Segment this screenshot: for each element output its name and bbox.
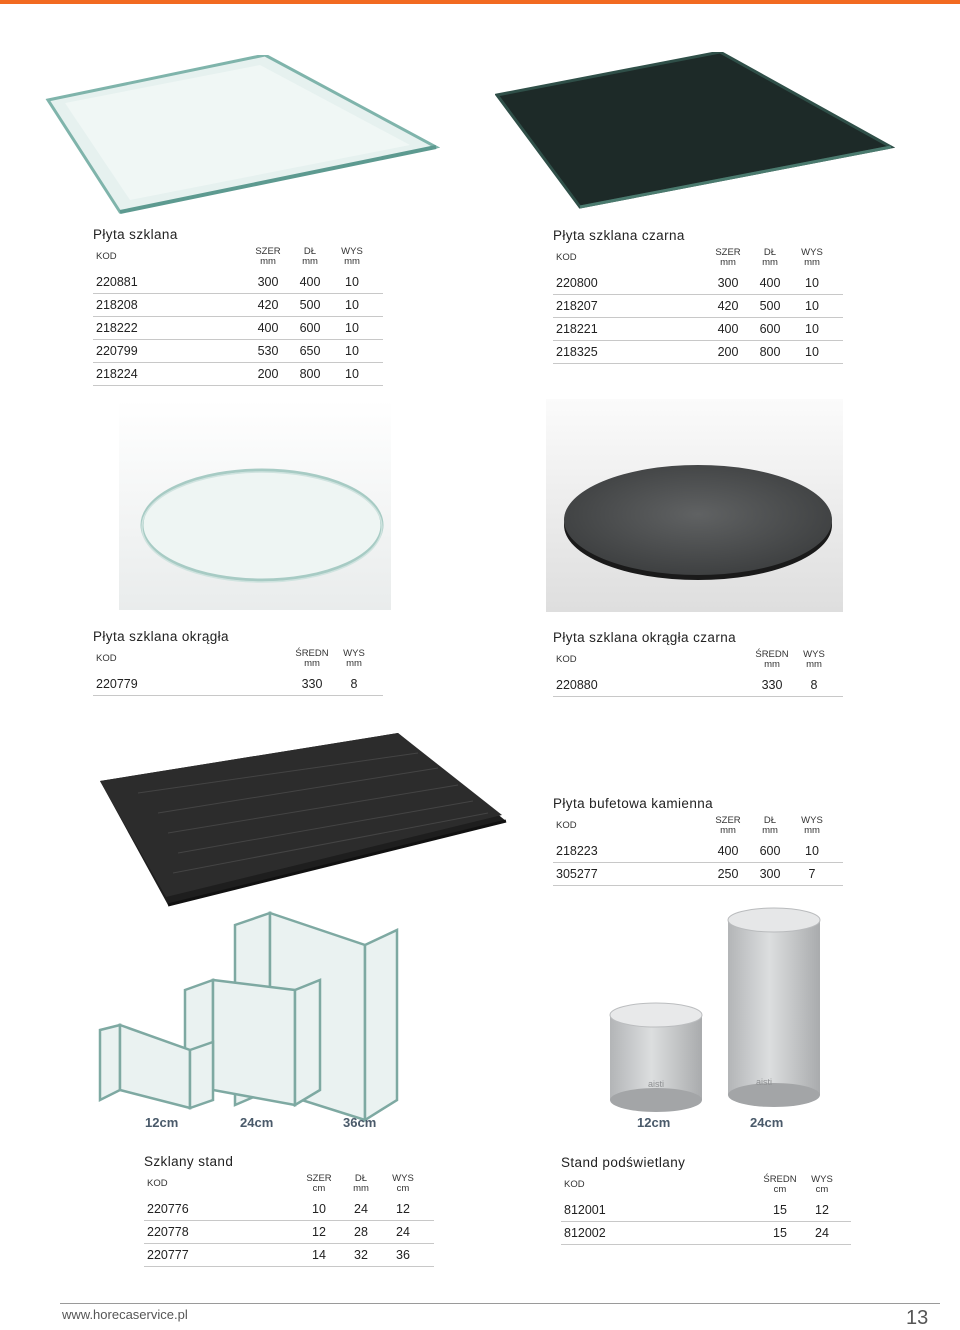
header-kod: KOD (147, 1178, 168, 1189)
header-unit: mm (720, 257, 736, 268)
row-spacer (373, 271, 383, 294)
spec-table (553, 647, 843, 697)
spec-value: 10 (298, 1198, 340, 1221)
header-label: DŁ (763, 815, 777, 826)
table-row (561, 1222, 851, 1245)
row-spacer (835, 674, 843, 697)
row-spacer (833, 840, 843, 863)
table-row (553, 840, 843, 863)
spec-value: 500 (749, 295, 791, 318)
row-spacer (373, 363, 383, 386)
spec-value: 400 (289, 271, 331, 294)
spec-table (553, 813, 843, 886)
table-header-row (144, 1171, 434, 1198)
header-kod: KOD (96, 251, 117, 262)
spec-value: 420 (247, 294, 289, 317)
table-row (553, 318, 843, 341)
product-table-stand-podswietlany (561, 1154, 851, 1245)
header-spacer (835, 647, 843, 674)
product-code: 220779 (93, 673, 291, 696)
header-unit: mm (804, 825, 820, 836)
spec-value: 400 (749, 272, 791, 295)
header-unit: cm (815, 1184, 829, 1195)
product-table-plyta-szklana (93, 226, 383, 386)
black-glass-plate-photo (495, 52, 895, 212)
header-kod: KOD (556, 654, 577, 665)
header-spacer (373, 244, 383, 271)
table-row (561, 1199, 851, 1222)
product-code: 218208 (93, 294, 247, 317)
header-col (749, 813, 791, 840)
spec-value: 420 (707, 295, 749, 318)
header-label: WYS (341, 246, 363, 257)
product-table-szklany-stand (144, 1153, 434, 1267)
header-unit: mm (762, 257, 778, 268)
header-unit: mm (260, 256, 276, 267)
spec-value: 10 (791, 341, 833, 364)
spec-value: 800 (289, 363, 331, 386)
spec-value: 24 (382, 1221, 424, 1244)
spec-value: 200 (247, 363, 289, 386)
header-label: WYS (801, 815, 823, 826)
spec-value: 330 (751, 674, 793, 697)
product-code: 220800 (553, 272, 707, 295)
product-title: Płyta szklana okrągła (93, 629, 229, 644)
table-row (93, 340, 383, 363)
spec-value: 12 (801, 1199, 843, 1222)
spec-value: 10 (791, 295, 833, 318)
product-code: 812002 (561, 1222, 759, 1245)
spec-value: 600 (749, 318, 791, 341)
header-col (289, 244, 331, 271)
product-title: Stand podświetlany (561, 1155, 686, 1170)
brand-label-large: aisti (756, 1077, 773, 1087)
header-unit: mm (764, 659, 780, 670)
spec-table (561, 1172, 851, 1245)
header-unit: mm (346, 658, 362, 669)
header-unit: mm (806, 659, 822, 670)
product-code: 220778 (144, 1221, 298, 1244)
spec-value: 530 (247, 340, 289, 363)
size-label-12cm-lit: 12cm (637, 1115, 671, 1130)
product-code: 218223 (553, 840, 707, 863)
table-header-row (553, 813, 843, 840)
header-col (751, 647, 793, 674)
product-code: 220776 (144, 1198, 298, 1221)
spec-value: 10 (791, 840, 833, 863)
spec-table (93, 244, 383, 386)
header-unit: mm (353, 1183, 369, 1194)
spec-value: 10 (331, 294, 373, 317)
spec-value: 8 (333, 673, 375, 696)
header-col (791, 813, 833, 840)
spec-value: 600 (289, 317, 331, 340)
spec-value: 14 (298, 1244, 340, 1267)
header-kod: KOD (564, 1179, 585, 1190)
spec-value: 200 (707, 341, 749, 364)
spec-value: 32 (340, 1244, 382, 1267)
product-code: 220799 (93, 340, 247, 363)
spec-value: 24 (340, 1198, 382, 1221)
product-table-plyta-szklana-czarna (553, 227, 843, 364)
spec-table (553, 245, 843, 364)
header-unit: mm (302, 256, 318, 267)
header-unit: mm (720, 825, 736, 836)
header-unit: mm (762, 825, 778, 836)
header-label: WYS (392, 1173, 414, 1184)
spec-value: 10 (331, 363, 373, 386)
row-spacer (833, 295, 843, 318)
page-number: 13 (906, 1307, 929, 1329)
row-spacer (373, 317, 383, 340)
header-unit: cm (396, 1183, 410, 1194)
product-code: 218222 (93, 317, 247, 340)
spec-value: 15 (759, 1199, 801, 1222)
product-code: 220881 (93, 271, 247, 294)
size-label-24cm: 24cm (240, 1115, 274, 1130)
size-label-24cm-lit: 24cm (750, 1115, 784, 1130)
header-col (801, 1172, 843, 1199)
header-kod: KOD (96, 653, 117, 664)
row-spacer (375, 673, 383, 696)
header-label: SZER (306, 1173, 332, 1184)
spec-value: 400 (707, 840, 749, 863)
header-col (298, 1171, 340, 1198)
clear-glass-plate-photo (40, 55, 440, 215)
footer-url[interactable]: www.horecaservice.pl (62, 1307, 188, 1322)
brand-label-small: aisti (648, 1079, 665, 1089)
product-table-plyta-szklana-okragla-czarna (553, 629, 843, 697)
table-row (553, 295, 843, 318)
header-unit: cm (773, 1184, 787, 1195)
table-row (93, 294, 383, 317)
spec-value: 300 (749, 863, 791, 886)
spec-value: 650 (289, 340, 331, 363)
product-table-plyta-szklana-okragla (93, 628, 383, 696)
product-code: 218221 (553, 318, 707, 341)
header-spacer (833, 245, 843, 272)
size-label-36cm: 36cm (343, 1115, 377, 1130)
header-label: ŚREDN (755, 649, 789, 660)
header-label: DŁ (354, 1173, 368, 1184)
spec-value: 300 (247, 271, 289, 294)
spec-value: 12 (382, 1198, 424, 1221)
header-label: SZER (715, 815, 741, 826)
header-col (333, 646, 375, 673)
row-spacer (424, 1221, 434, 1244)
row-spacer (373, 340, 383, 363)
spec-value: 600 (749, 840, 791, 863)
product-title: Płyta bufetowa kamienna (553, 796, 714, 811)
spec-value: 400 (247, 317, 289, 340)
spec-value: 400 (707, 318, 749, 341)
table-header-row (553, 647, 843, 674)
header-label: WYS (343, 648, 365, 659)
header-spacer (375, 646, 383, 673)
spec-value: 10 (331, 271, 373, 294)
header-unit: mm (304, 658, 320, 669)
header-unit: mm (804, 257, 820, 268)
table-header-row (553, 245, 843, 272)
table-row (144, 1244, 434, 1267)
row-spacer (373, 294, 383, 317)
spec-table (93, 646, 383, 696)
header-unit: mm (344, 256, 360, 267)
footer-divider (60, 1303, 940, 1304)
row-spacer (833, 863, 843, 886)
header-label: DŁ (763, 247, 777, 258)
product-title: Szklany stand (144, 1154, 234, 1169)
header-kod: KOD (556, 820, 577, 831)
spec-value: 36 (382, 1244, 424, 1267)
header-col (707, 245, 749, 272)
row-spacer (843, 1199, 851, 1222)
header-label: ŚREDN (295, 648, 329, 659)
header-col (340, 1171, 382, 1198)
table-row (553, 272, 843, 295)
spec-value: 250 (707, 863, 749, 886)
product-title: Płyta szklana czarna (553, 228, 685, 243)
table-header-row (93, 646, 383, 673)
table-row (93, 673, 383, 696)
table-header-row (561, 1172, 851, 1199)
product-code: 305277 (553, 863, 707, 886)
spec-value: 800 (749, 341, 791, 364)
header-spacer (843, 1172, 851, 1199)
illuminated-stand-photo (600, 905, 840, 1135)
header-label: SZER (255, 246, 281, 257)
spec-value: 7 (791, 863, 833, 886)
product-code: 220777 (144, 1244, 298, 1267)
header-col (247, 244, 289, 271)
spec-value: 500 (289, 294, 331, 317)
round-black-glass-plate-photo (546, 399, 843, 612)
spec-value: 330 (291, 673, 333, 696)
spec-value: 10 (331, 317, 373, 340)
top-accent-bar (0, 0, 960, 4)
table-row (553, 674, 843, 697)
header-col (382, 1171, 424, 1198)
product-code: 220880 (553, 674, 751, 697)
table-row (144, 1221, 434, 1244)
header-col (793, 647, 835, 674)
table-row (553, 341, 843, 364)
size-label-12cm: 12cm (145, 1115, 179, 1130)
spec-value: 10 (331, 340, 373, 363)
header-spacer (424, 1171, 434, 1198)
header-spacer (833, 813, 843, 840)
row-spacer (833, 272, 843, 295)
header-col (331, 244, 373, 271)
header-label: WYS (801, 247, 823, 258)
product-code: 812001 (561, 1199, 759, 1222)
product-title: Płyta szklana (93, 227, 178, 242)
spec-value: 300 (707, 272, 749, 295)
spec-table (144, 1171, 434, 1267)
spec-value: 10 (791, 272, 833, 295)
product-code: 218224 (93, 363, 247, 386)
header-label: WYS (803, 649, 825, 660)
header-label: ŚREDN (763, 1174, 797, 1185)
spec-value: 28 (340, 1221, 382, 1244)
header-label: SZER (715, 247, 741, 258)
row-spacer (424, 1198, 434, 1221)
round-clear-glass-plate-photo (119, 400, 391, 610)
row-spacer (424, 1244, 434, 1267)
spec-value: 24 (801, 1222, 843, 1245)
header-col (791, 245, 833, 272)
spec-value: 8 (793, 674, 835, 697)
header-col (749, 245, 791, 272)
header-label: DŁ (303, 246, 317, 257)
product-table-plyta-bufetowa-kamienna (553, 795, 843, 886)
table-row (553, 863, 843, 886)
table-header-row (93, 244, 383, 271)
row-spacer (843, 1222, 851, 1245)
spec-value: 15 (759, 1222, 801, 1245)
stone-buffet-plate-photo (98, 733, 508, 908)
product-code: 218207 (553, 295, 707, 318)
spec-value: 10 (791, 318, 833, 341)
header-unit: cm (312, 1183, 326, 1194)
table-row (93, 363, 383, 386)
table-row (93, 317, 383, 340)
header-label: WYS (811, 1174, 833, 1185)
table-row (93, 271, 383, 294)
header-kod: KOD (556, 252, 577, 263)
table-row (144, 1198, 434, 1221)
product-title: Płyta szklana okrągła czarna (553, 630, 737, 645)
glass-stand-photo (95, 910, 415, 1135)
header-col (759, 1172, 801, 1199)
spec-value: 12 (298, 1221, 340, 1244)
product-code: 218325 (553, 341, 707, 364)
header-col (291, 646, 333, 673)
header-col (707, 813, 749, 840)
row-spacer (833, 341, 843, 364)
row-spacer (833, 318, 843, 341)
